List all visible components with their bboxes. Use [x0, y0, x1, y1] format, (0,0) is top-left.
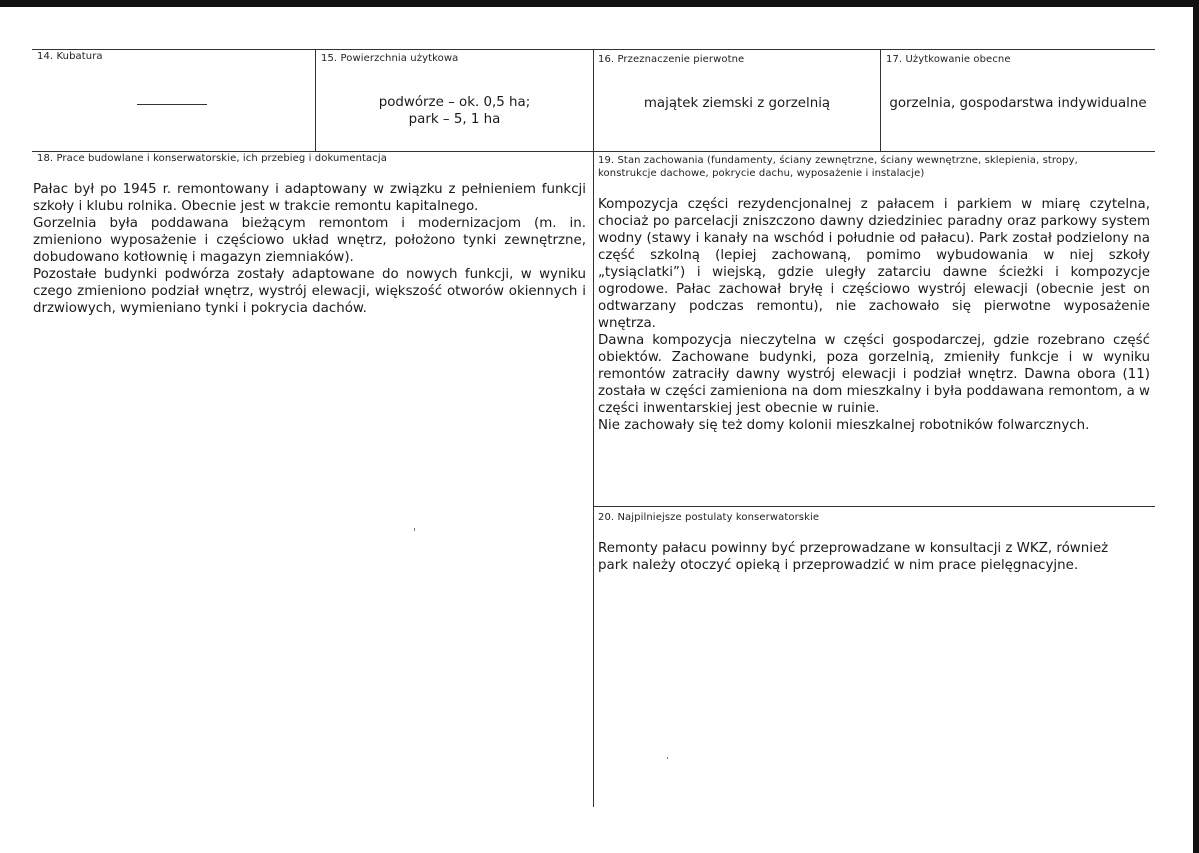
- prace-text: [33, 181, 586, 317]
- section-20-top-rule: [593, 506, 1155, 507]
- prace-label: 18. Prace budowlane i konserwatorskie, ich przebieg i dokumentacja: [37, 153, 387, 164]
- kubatura-label: 14. Kubatura: [37, 51, 103, 62]
- stan-paragraph-3: Nie zachowały się też domy kolonii mieszkalnej robotników folwarcznych.: [598, 418, 1090, 433]
- powierzchnia-value-line-1: podwórze – ok. 0,5 ha;: [378, 95, 531, 110]
- powierzchnia-value: [316, 94, 593, 128]
- kubatura-empty-dash: [137, 104, 207, 105]
- powierzchnia-value-line-2: park – 5, 1 ha: [408, 112, 501, 127]
- stan-label-line-2: konstrukcje dachowe, pokrycie dachu, wyposażenie i instalacje): [598, 168, 925, 179]
- scan-speck: [414, 528, 415, 531]
- prace-paragraph-2: Gorzelnia była poddawana bieżącym remontom i modernizacjom (m. in. zmieniono wyposażenie i częściowo układ wnętrz, położono tynki zewnętrzne, dobudowano kotłownię i magazyn ziemniaków).: [33, 216, 586, 265]
- uzytkowanie-value: gorzelnia, gospodarstwa indywidualne: [889, 96, 1147, 111]
- stan-paragraph-1: Kompozycja części rezydencjonalnej z pałacem i parkiem w miarę czytelna, chociaż po parcelacji zniszczono dawny dziedziniec paradny oraz parkowy system wodny (stawy i kanały na wschód i południe od pałacu). Park został podzielony na część szkolną (lepiej zachowaną, pomimo wybudowania w niej szkoły „tysiąclatki”) i wiejską, gdzie uległy zatarciu dawne ścieżki i kompozycje ogrodowe. Pałac zachował bryłę i częściowo wystrój elewacji (obecnie jest on odtwarzany podczas remontu), nie zachowało się pierwotne wyposażenie wnętrza.: [598, 197, 1150, 331]
- postulaty-label: 20. Najpilniejsze postulaty konserwatorskie: [598, 512, 820, 523]
- scan-speck: [667, 757, 668, 759]
- stan-paragraph-2: Dawna kompozycja nieczytelna w części gospodarczej, gdzie rozebrano część obiektów. Zachowane budynki, poza gorzelnią, zmieniły funkcje i w wyniku remontów zatraciły dawny wystrój elewacji i podział wnętrz. Dawna obora (11) została w części zamieniona na dom mieszkalny i była poddawana remontom, a w części inwentarskiej jest obecnie w ruinie.: [598, 333, 1150, 416]
- divider-center: [593, 49, 594, 807]
- postulaty-text: [598, 540, 1112, 574]
- uzytkowanie-label: 17. Użytkowanie obecne: [886, 54, 1011, 65]
- prace-paragraph-3: Pozostałe budynki podwórza zostały adaptowane do nowych funkcji, w wyniku czego zmieniono podział wnętrz, wystrój elewacji, większość otworów okiennych i drzwiowych, wymieniano tynki i pokrycia dachów.: [33, 267, 586, 316]
- przeznaczenie-label: 16. Przeznaczenie pierwotne: [598, 54, 745, 65]
- postulaty-paragraph-1: Remonty pałacu powinny być przeprowadzane w konsultacji z WKZ, również park należy otoczyć opieką i przeprowadzić w nim prace pielęgnacyjne.: [598, 541, 1109, 573]
- stan-label-line-1: 19. Stan zachowania (fundamenty, ściany zewnętrzne, ściany wewnętrzne, sklepienia, stropy,: [598, 155, 1078, 166]
- przeznaczenie-value: majątek ziemski z gorzelnią: [643, 96, 831, 111]
- powierzchnia-label: 15. Powierzchnia użytkowa: [321, 53, 459, 64]
- stan-text: [598, 196, 1150, 434]
- prace-paragraph-1: Pałac był po 1945 r. remontowany i adaptowany w związku z pełnieniem funkcji szkoły i klubu rolnika. Obecnie jest w trakcie remontu kapitalnego.: [33, 182, 586, 214]
